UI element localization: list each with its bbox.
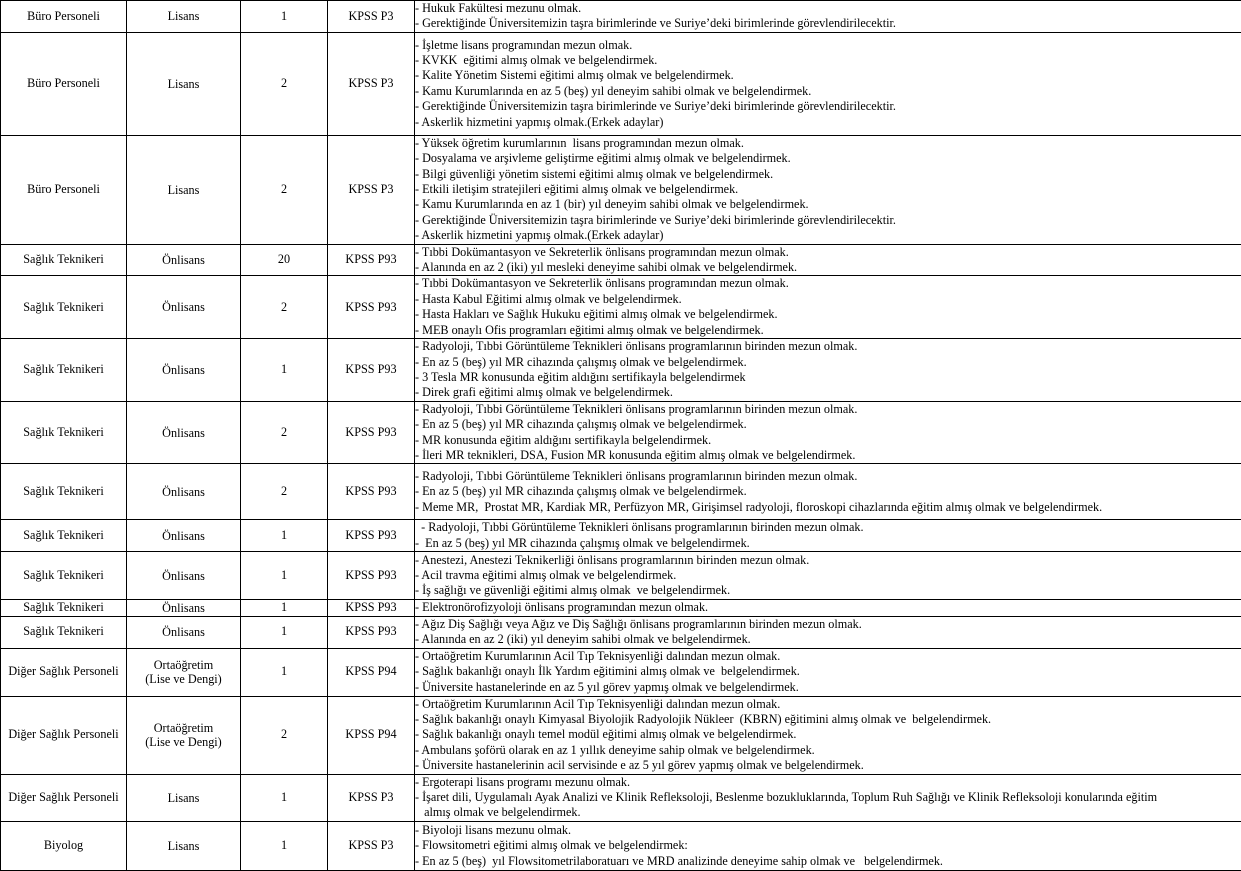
table-row — [1, 339, 1241, 402]
position-title-cell: Büro Personeli — [1, 32, 127, 135]
requirement-line: - KVKK eğitimi almış olmak ve belgelendirmek. — [415, 53, 1241, 68]
table-row — [1, 648, 1241, 696]
requirements-cell — [415, 616, 1241, 648]
position-count-cell: 1 — [241, 520, 328, 552]
education-level-line: Önlisans — [127, 300, 240, 314]
requirement-line: - Üniversite hastanelerinde en az 5 yıl görev yapmış olmak ve belgelendirmek. — [415, 680, 1241, 695]
position-title-cell: Sağlık Teknikeri — [1, 339, 127, 402]
exam-score-type-cell: KPSS P3 — [328, 135, 415, 244]
requirement-line: - Direk grafi eğitimi almış olmak ve belgelendirmek. — [415, 385, 1241, 400]
requirement-line: - İleri MR teknikleri, DSA, Fusion MR konusunda eğitim almış olmak ve belgelendirmek. — [415, 448, 1241, 463]
position-count-cell: 2 — [241, 135, 328, 244]
requirements-cell — [415, 600, 1241, 616]
requirements-cell — [415, 32, 1241, 135]
requirement-line: - En az 5 (beş) yıl MR cihazında çalışmış olmak ve belgelendirmek. — [415, 484, 1241, 499]
position-title-cell: Sağlık Teknikeri — [1, 616, 127, 648]
requirement-line: - Gerektiğinde Üniversitemizin taşra birimlerinde ve Suriye’deki birimlerinde görevlendirilecektir. — [415, 16, 1241, 31]
position-count-cell: 1 — [241, 552, 328, 600]
education-level-cell — [127, 135, 241, 244]
requirement-line: - Radyoloji, Tıbbi Görüntüleme Teknikleri önlisans programlarının birinden mezun olmak. — [415, 469, 1241, 484]
education-level-line: Önlisans — [127, 363, 240, 377]
requirement-line: - Üniversite hastanelerinin acil servisinde e az 5 yıl görev yapmış olmak ve belgelendirmek. — [415, 758, 1241, 773]
position-count-cell: 1 — [241, 648, 328, 696]
education-level-cell — [127, 1, 241, 33]
requirement-line: - Gerektiğinde Üniversitemizin taşra birimlerinde ve Suriye’deki birimlerinde görevlendirilecektir. — [415, 99, 1241, 114]
requirement-line: - En az 5 (beş) yıl Flowsitometrilaboratuarı ve MRD analizinde deneyime sahip olmak ve belgelendirmek. — [415, 854, 1241, 869]
education-level-line: Ortaöğretim — [127, 721, 240, 735]
exam-score-type-cell: KPSS P94 — [328, 648, 415, 696]
education-level-line: (Lise ve Dengi) — [127, 672, 240, 686]
education-level-line: Lisans — [127, 77, 240, 91]
position-title-cell: Büro Personeli — [1, 135, 127, 244]
education-level-line: Lisans — [127, 791, 240, 805]
table-row — [1, 696, 1241, 774]
education-level-cell — [127, 616, 241, 648]
requirements-cell — [415, 401, 1241, 464]
requirement-line: - İş sağlığı ve güvenliği eğitimi almış olmak ve belgelendirmek. — [415, 583, 1241, 598]
education-level-line: Önlisans — [127, 426, 240, 440]
education-level-line: Önlisans — [127, 601, 240, 615]
position-count-cell: 1 — [241, 1, 328, 33]
requirement-line: - Hukuk Fakültesi mezunu olmak. — [415, 1, 1241, 16]
requirements-cell — [415, 339, 1241, 402]
table-row — [1, 774, 1241, 821]
requirements-cell — [415, 464, 1241, 520]
position-count-cell: 20 — [241, 244, 328, 276]
requirement-line: - Etkili iletişim stratejileri eğitimi almış olmak ve belgelendirmek. — [415, 182, 1241, 197]
requirement-line: - Dosyalama ve arşivleme geliştirme eğitimi almış olmak ve belgelendirmek. — [415, 151, 1241, 166]
requirement-line: - Sağlık bakanlığı onaylı Kimyasal Biyolojik Radyolojik Nükleer (KBRN) eğitimini almış olmak ve belgelendirmek. — [415, 712, 1241, 727]
table-row — [1, 1, 1241, 33]
requirement-line: - Ortaöğretim Kurumlarının Acil Tıp Teknisyenliği dalından mezun olmak. — [415, 697, 1241, 712]
table-row — [1, 600, 1241, 616]
education-level-cell — [127, 696, 241, 774]
requirement-line: almış olmak ve belgelendirmek. — [415, 805, 1241, 820]
requirement-line: - En az 5 (beş) yıl MR cihazında çalışmış olmak ve belgelendirmek. — [415, 417, 1241, 432]
education-level-line: Önlisans — [127, 485, 240, 499]
education-level-cell — [127, 276, 241, 339]
exam-score-type-cell: KPSS P3 — [328, 774, 415, 821]
requirements-cell — [415, 821, 1241, 870]
exam-score-type-cell: KPSS P93 — [328, 276, 415, 339]
requirement-line: - İşaret dili, Uygulamalı Ayak Analizi ve Klinik Refleksoloji, Beslenme bozukluklarında, Toplum Ruh Sağlığı ve Klinik Refleksoloji konularında eğitim — [415, 790, 1241, 805]
requirements-cell — [415, 135, 1241, 244]
requirement-line: - Biyoloji lisans mezunu olmak. — [415, 823, 1241, 838]
education-level-cell — [127, 552, 241, 600]
table-row — [1, 616, 1241, 648]
position-count-cell: 1 — [241, 774, 328, 821]
requirement-line: - Hasta Hakları ve Sağlık Hukuku eğitimi almış olmak ve belgelendirmek. — [415, 307, 1241, 322]
position-title-cell: Diğer Sağlık Personeli — [1, 696, 127, 774]
education-level-cell — [127, 339, 241, 402]
education-level-cell — [127, 600, 241, 616]
requirement-line: - Anestezi, Anestezi Teknikerliği önlisans programlarının birinden mezun olmak. — [415, 553, 1241, 568]
requirement-line: - MR konusunda eğitim aldığını sertifikayla belgelendirmek. — [415, 433, 1241, 448]
requirement-line: - Sağlık bakanlığı onaylı İlk Yardım eğitimini almış olmak ve belgelendirmek. — [415, 664, 1241, 679]
education-level-cell — [127, 648, 241, 696]
requirement-line: - Ortaöğretim Kurumlarının Acil Tıp Teknisyenliği dalından mezun olmak. — [415, 649, 1241, 664]
exam-score-type-cell: KPSS P93 — [328, 464, 415, 520]
education-level-cell — [127, 32, 241, 135]
position-title-cell: Sağlık Teknikeri — [1, 464, 127, 520]
exam-score-type-cell: KPSS P94 — [328, 696, 415, 774]
requirement-line: - Radyoloji, Tıbbi Görüntüleme Teknikleri önlisans programlarının birinden mezun olmak. — [415, 520, 1241, 535]
education-level-line: (Lise ve Dengi) — [127, 735, 240, 749]
requirement-line: - Elektronörofizyoloji önlisans programından mezun olmak. — [415, 600, 1241, 615]
exam-score-type-cell: KPSS P93 — [328, 520, 415, 552]
requirement-line: - Bilgi güvenliği yönetim sistemi eğitimi almış olmak ve belgelendirmek. — [415, 167, 1241, 182]
position-count-cell: 2 — [241, 32, 328, 135]
requirement-line: - En az 5 (beş) yıl MR cihazında çalışmış olmak ve belgelendirmek. — [415, 536, 1241, 551]
requirement-line: - Alanında en az 2 (iki) yıl mesleki deneyime sahibi olmak ve belgelendirmek. — [415, 260, 1241, 275]
table-row — [1, 276, 1241, 339]
requirement-line: - Sağlık bakanlığı onaylı temel modül eğitimi almış olmak ve belgelendirmek. — [415, 727, 1241, 742]
requirement-line: - Ağız Diş Sağlığı veya Ağız ve Diş Sağlığı önlisans programlarının birinden mezun olmak. — [415, 617, 1241, 632]
position-title-cell: Sağlık Teknikeri — [1, 276, 127, 339]
position-count-cell: 2 — [241, 696, 328, 774]
exam-score-type-cell: KPSS P3 — [328, 1, 415, 33]
requirement-line: - 3 Tesla MR konusunda eğitim aldığını sertifikayla belgelendirmek — [415, 370, 1241, 385]
education-level-cell — [127, 401, 241, 464]
requirement-line: - Alanında en az 2 (iki) yıl deneyim sahibi olmak ve belgelendirmek. — [415, 632, 1241, 647]
position-count-cell: 2 — [241, 276, 328, 339]
requirements-cell — [415, 696, 1241, 774]
education-level-cell — [127, 821, 241, 870]
requirement-line: - Gerektiğinde Üniversitemizin taşra birimlerinde ve Suriye’deki birimlerinde görevlendirilecektir. — [415, 213, 1241, 228]
position-count-cell: 1 — [241, 600, 328, 616]
requirement-line: - Askerlik hizmetini yapmış olmak.(Erkek adaylar) — [415, 228, 1241, 243]
requirement-line: - Yüksek öğretim kurumlarının lisans programından mezun olmak. — [415, 136, 1241, 151]
position-title-cell: Sağlık Teknikeri — [1, 244, 127, 276]
position-title-cell: Sağlık Teknikeri — [1, 552, 127, 600]
requirement-line: - Flowsitometri eğitimi almış olmak ve belgelendirmek: — [415, 838, 1241, 853]
requirements-cell — [415, 520, 1241, 552]
requirements-cell — [415, 552, 1241, 600]
education-level-cell — [127, 520, 241, 552]
education-level-cell — [127, 774, 241, 821]
education-level-line: Lisans — [127, 183, 240, 197]
education-level-cell — [127, 244, 241, 276]
requirement-line: - Meme MR, Prostat MR, Kardiak MR, Perfüzyon MR, Girişimsel radyoloji, floroskopi cihazlarında eğitim almış olmak ve belgelendirmek. — [415, 500, 1241, 515]
table-row — [1, 401, 1241, 464]
position-title-cell: Diğer Sağlık Personeli — [1, 774, 127, 821]
requirement-line: - Kamu Kurumlarında en az 1 (bir) yıl deneyim sahibi olmak ve belgelendirmek. — [415, 197, 1241, 212]
requirement-line: - Radyoloji, Tıbbi Görüntüleme Teknikleri önlisans programlarının birinden mezun olmak. — [415, 402, 1241, 417]
exam-score-type-cell: KPSS P93 — [328, 616, 415, 648]
position-count-cell: 2 — [241, 464, 328, 520]
requirements-cell — [415, 1, 1241, 33]
table-row — [1, 32, 1241, 135]
table-row — [1, 244, 1241, 276]
education-level-line: Önlisans — [127, 625, 240, 639]
requirement-line: - Ergoterapi lisans programı mezunu olmak. — [415, 775, 1241, 790]
position-title-cell: Sağlık Teknikeri — [1, 401, 127, 464]
requirement-line: - Hasta Kabul Eğitimi almış olmak ve belgelendirmek. — [415, 292, 1241, 307]
requirement-line: - Tıbbi Dokümantasyon ve Sekreterlik önlisans programından mezun olmak. — [415, 245, 1241, 260]
table-row — [1, 552, 1241, 600]
exam-score-type-cell: KPSS P93 — [328, 244, 415, 276]
requirement-line: - Tıbbi Dokümantasyon ve Sekreterlik önlisans programından mezun olmak. — [415, 276, 1241, 291]
education-level-line: Önlisans — [127, 253, 240, 267]
requirement-line: - Ambulans şoförü olarak en az 1 yıllık deneyime sahip olmak ve belgelendirmek. — [415, 743, 1241, 758]
requirement-line: - Askerlik hizmetini yapmış olmak.(Erkek adaylar) — [415, 115, 1241, 130]
position-title-cell: Diğer Sağlık Personeli — [1, 648, 127, 696]
exam-score-type-cell: KPSS P93 — [328, 401, 415, 464]
position-title-cell: Büro Personeli — [1, 1, 127, 33]
education-level-cell — [127, 464, 241, 520]
table-row — [1, 520, 1241, 552]
table-body — [1, 1, 1241, 871]
position-title-cell: Sağlık Teknikeri — [1, 520, 127, 552]
education-level-line: Lisans — [127, 9, 240, 23]
position-count-cell: 1 — [241, 339, 328, 402]
position-count-cell: 1 — [241, 616, 328, 648]
requirement-line: - İşletme lisans programından mezun olmak. — [415, 38, 1241, 53]
exam-score-type-cell: KPSS P93 — [328, 339, 415, 402]
position-count-cell: 1 — [241, 821, 328, 870]
education-level-line: Önlisans — [127, 569, 240, 583]
requirements-cell — [415, 276, 1241, 339]
requirement-line: - En az 5 (beş) yıl MR cihazında çalışmış olmak ve belgelendirmek. — [415, 355, 1241, 370]
requirements-cell — [415, 648, 1241, 696]
requirement-line: - MEB onaylı Ofis programları eğitimi almış olmak ve belgelendirmek. — [415, 323, 1241, 338]
requirement-line: - Acil travma eğitimi almış olmak ve belgelendirmek. — [415, 568, 1241, 583]
education-level-line: Ortaöğretim — [127, 658, 240, 672]
table-row — [1, 821, 1241, 870]
requirement-line: - Radyoloji, Tıbbi Görüntüleme Teknikleri önlisans programlarının birinden mezun olmak. — [415, 339, 1241, 354]
education-level-line: Önlisans — [127, 529, 240, 543]
table-row — [1, 135, 1241, 244]
position-title-cell: Sağlık Teknikeri — [1, 600, 127, 616]
exam-score-type-cell: KPSS P3 — [328, 821, 415, 870]
exam-score-type-cell: KPSS P93 — [328, 552, 415, 600]
education-level-line: Lisans — [127, 839, 240, 853]
position-count-cell: 2 — [241, 401, 328, 464]
requirement-line: - Kalite Yönetim Sistemi eğitimi almış olmak ve belgelendirmek. — [415, 68, 1241, 83]
exam-score-type-cell: KPSS P3 — [328, 32, 415, 135]
requirements-cell — [415, 774, 1241, 821]
table-row — [1, 464, 1241, 520]
position-title-cell: Biyolog — [1, 821, 127, 870]
requirements-cell — [415, 244, 1241, 276]
requirement-line: - Kamu Kurumlarında en az 5 (beş) yıl deneyim sahibi olmak ve belgelendirmek. — [415, 84, 1241, 99]
exam-score-type-cell: KPSS P93 — [328, 600, 415, 616]
